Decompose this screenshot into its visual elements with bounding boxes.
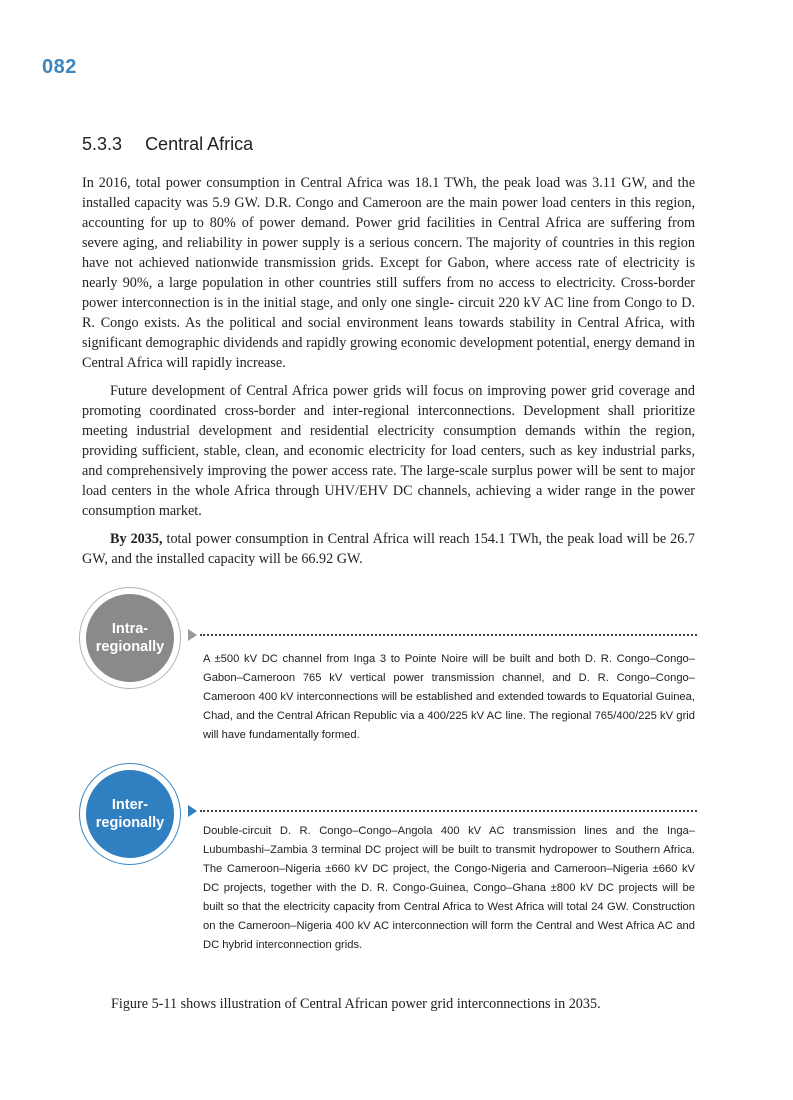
inter-regional-text: Double-circuit D. R. Congo–Congo–Angola 400 kV AC transmission lines and the Inga–Lubumbashi–Zambia 3 terminal DC project will be built to transmit hydropower to Southern Africa. The Cameroon–Nigeria ±660 kV DC project, the Congo-Nigeria and Cameroon–Nigeria ±660 kV DC projects, together with the D. R. Congo-Guinea, Congo–Ghana ±800 kV DC projects will be built so that the electricity capacity from Central Africa to West Africa will total 24 GW. Construction on the Cameroon–Nigeria 400 kV AC interconnection will form the Central and West Africa AC and DC hybrid interconnection grids.: [203, 825, 695, 951]
page-number: 082: [42, 56, 77, 78]
section-number: 5.3.3: [82, 134, 123, 154]
intra-label-line2: regionally: [95, 639, 165, 655]
intra-regional-circle: [86, 594, 174, 682]
inter-regional-circle: [86, 770, 174, 858]
triangle-pointer-icon: [188, 629, 197, 641]
inter-label-line1: Inter-: [111, 797, 149, 813]
paragraph-future-development: Future development of Central Africa power grids will focus on improving power grid coverage and promoting coordinated cross-border and inter-regional interconnections. Development shall prioritize meeting industrial development and residential electricity consumption demands within the region, providing sufficient, stable, clean, and economic electricity for load centers, such as key industrial parks, and comprehensively improving the power access rate. The large-scale surplus power will be sent to major load centers in the whole Africa through UHV/EHV DC channels, achieving a wider range in the power consumption market.: [82, 383, 695, 519]
paragraph-2016-status: In 2016, total power consumption in Central Africa was 18.1 TWh, the peak load was 3.11 GW, and the installed capacity was 5.9 GW. D.R. Congo and Cameroon are the main power load centers in this region, accounting for up to 80% of power demand. Power grid facilities in Central Africa are suffering from severe aging, and reliability in power supply is a serious concern. The majority of countries in this region have not achieved nationwide transmission grids. Except for Gabon, where access rate of electricity is nearly 90%, a large population in other countries still suffers from no access to electricity. Cross-border power interconnection is in the initial stage, and only one single- circuit 220 kV AC line from Congo to D. R. Congo exists. As the political and social environment leans towards stability in Central Africa, with significant demographic dividends and rapidly growing economic development potential, energy demand in Central Africa will rapidly increase.: [82, 175, 695, 371]
inter-regional-badge: [79, 763, 181, 865]
forecast-text: total power consumption in Central Africa will reach 154.1 TWh, the peak load will be 26.7 GW, and the installed capacity will be 66.92 GW.: [82, 531, 695, 567]
dotted-divider: [200, 634, 697, 636]
intra-regional-badge: [79, 587, 181, 689]
dotted-divider: [200, 810, 697, 812]
intra-regional-text: A ±500 kV DC channel from Inga 3 to Pointe Noire will be built and both D. R. Congo–Congo–Gabon–Cameroon 765 kV vertical power transmission channel, and D. R. Congo–Congo–Cameroon 400 kV interconnections will be established and extended towards to Equatorial Guinea, Chad, and the Central African Republic via a 400/225 kV AC line. The regional 765/400/225 kV grid will have fundamentally formed.: [203, 653, 695, 741]
forecast-year-label: By 2035,: [110, 531, 163, 547]
inter-label-line2: regionally: [95, 815, 165, 831]
paragraph-2035-forecast: [82, 529, 695, 569]
section-title: [82, 134, 253, 155]
section-heading: Central Africa: [145, 134, 254, 154]
figure-reference: Figure 5-11 shows illustration of Central African power grid interconnections in 2035.: [111, 996, 601, 1012]
intra-label-line1: Intra-: [111, 621, 149, 637]
triangle-pointer-icon: [188, 805, 197, 817]
